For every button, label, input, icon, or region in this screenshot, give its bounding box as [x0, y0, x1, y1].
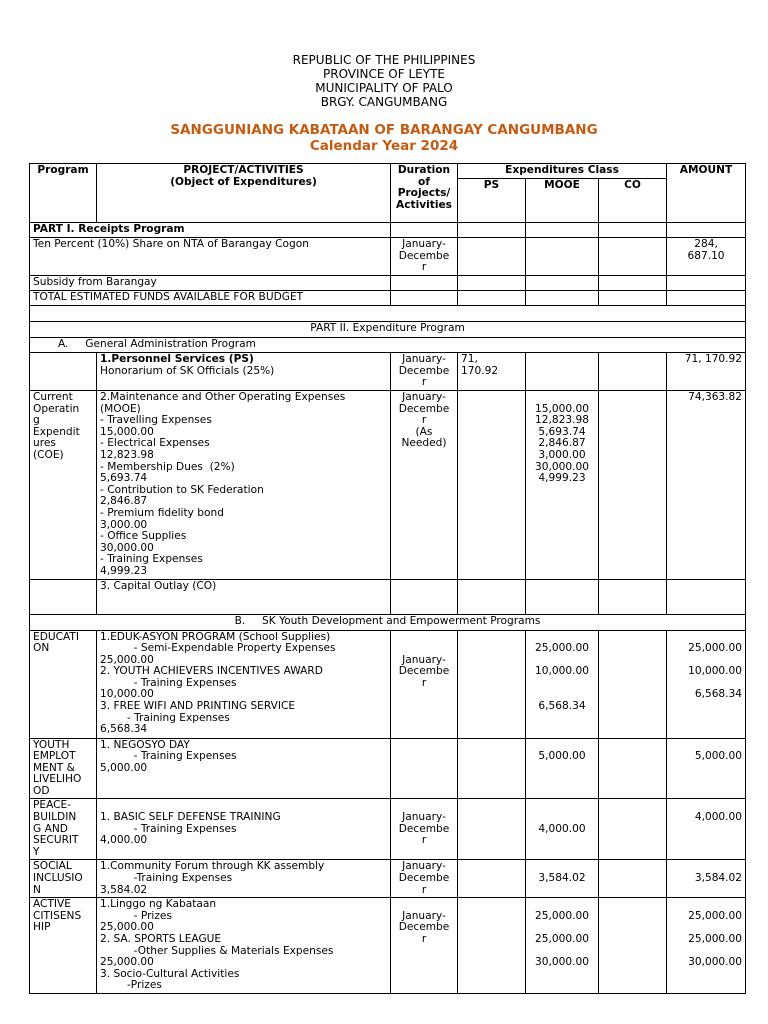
ps-duration: January- Decembe r: [391, 353, 458, 391]
peace-building-mooe: 4,000.00: [526, 799, 599, 860]
table-row: [30, 614, 746, 630]
col-header-amount: AMOUNT: [667, 164, 746, 223]
social-inclusion-amount: 3,584.02: [667, 860, 746, 898]
active-citizenship-text: 1.Linggo ng Kabataan - Prizes 25,000.00 2. SA. SPORTS LEAGUE -Other Supplies & Materials Expenses 25,000.00 3. Socio-Cultural Activities -Prizes: [97, 898, 391, 994]
nta-duration: January- Decembe r: [391, 238, 458, 276]
education-program: EDUCATI ON: [30, 630, 97, 738]
section-a-title: A. General Administration Program: [30, 338, 746, 353]
ps-cell: [97, 353, 391, 391]
table-row: [30, 579, 746, 614]
budget-table: [29, 163, 746, 994]
table-row: [30, 738, 746, 799]
header-line-barangay: BRGY. CANGUMBANG: [320, 95, 448, 109]
coe-program: Current Operatin g Expendit ures (COE): [30, 391, 97, 580]
table-row: [30, 860, 746, 898]
section-b-title: B. SK Youth Development and Empowerment Programs: [30, 614, 746, 630]
mooe-duration: January- Decembe r (As Needed): [391, 391, 458, 580]
social-inclusion-mooe: 3,584.02: [526, 860, 599, 898]
youth-employment-text: 1. NEGOSYO DAY - Training Expenses 5,000.00: [97, 738, 391, 799]
table-row: [30, 799, 746, 860]
ps-title: 1.Personnel Services (PS): [100, 353, 254, 365]
ps-value: 71, 170.92: [458, 353, 526, 391]
col-header-co: CO: [599, 179, 667, 223]
active-citizenship-program: ACTIVE CITISENS HIP: [30, 898, 97, 994]
table-row: [30, 223, 746, 238]
youth-employment-mooe: 5,000.00: [526, 738, 599, 799]
part1-title: PART I. Receipts Program: [30, 223, 391, 238]
nta-label: Ten Percent (10%) Share on NTA of Barangay Cogon: [30, 238, 391, 276]
total-funds-label: TOTAL ESTIMATED FUNDS AVAILABLE FOR BUDGET: [30, 291, 391, 306]
education-text: 1.EDUK-ASYON PROGRAM (School Supplies) - Semi-Expendable Property Expenses 25,000.00 2. YOUTH ACHIEVERS INCENTIVES AWARD - Training Expenses 10,000.00 3. FREE WIFI AND PRINTING SERVICE - Training Expenses 6,568.34: [97, 630, 391, 738]
active-citizenship-mooe: 25,000.00 25,000.00 30,000.00: [526, 898, 599, 994]
education-amount: 25,000.00 10,000.00 6,568.34: [667, 630, 746, 738]
table-row: [30, 391, 746, 580]
header-line-municipality: MUNICIPALITY OF PALO: [315, 81, 453, 95]
col-header-program: Program: [30, 164, 97, 223]
nta-amount: 284, 687.10: [667, 238, 746, 276]
mooe-text: 2.Maintenance and Other Operating Expenses (MOOE) - Travelling Expenses 15,000.00 - Electrical Expenses 12,823.98 - Membership Dues (2%) 5,693.74 - Contribution to SK Federation 2,846.87 - Premium fidelity bond 3,000.00 - Office Supplies 30,000.00 - Training Expenses 4,999.23: [97, 391, 391, 580]
co-item: 3. Capital Outlay (CO): [97, 579, 391, 614]
col-header-expenditure-class: Expenditures Class: [458, 164, 667, 179]
table-header-row: [30, 164, 746, 179]
education-mooe: 25,000.00 10,000.00 6,568.34: [526, 630, 599, 738]
document-subtitle: Calendar Year 2024: [309, 138, 459, 154]
col-header-mooe: MOOE: [526, 179, 599, 223]
active-citizenship-amount: 25,000.00 25,000.00 30,000.00: [667, 898, 746, 994]
table-row: [30, 276, 746, 291]
social-inclusion-duration: January- Decembe r: [391, 860, 458, 898]
table-row: [30, 630, 746, 738]
social-inclusion-program: SOCIAL INCLUSIO N: [30, 860, 97, 898]
active-citizenship-duration: January- Decembe r: [391, 898, 458, 994]
table-row: [30, 338, 746, 353]
header-line-republic: REPUBLIC OF THE PHILIPPINES: [292, 53, 476, 67]
col-header-ps: PS: [458, 179, 526, 223]
table-row: [30, 306, 746, 322]
header-line-province: PROVINCE OF LEYTE: [323, 67, 445, 81]
peace-building-amount: 4,000.00: [667, 799, 746, 860]
youth-employment-amount: 5,000.00: [667, 738, 746, 799]
youth-employment-program: YOUTH EMPLOT MENT & LIVELIHO OD: [30, 738, 97, 799]
peace-building-text: 1. BASIC SELF DEFENSE TRAINING - Training Expenses 4,000.00: [97, 799, 391, 860]
document-title: SANGGUNIANG KABATAAN OF BARANGAY CANGUMBANG: [170, 122, 598, 138]
mooe-amount: 74,363.82: [667, 391, 746, 580]
part2-title: PART II. Expenditure Program: [30, 322, 746, 338]
education-duration: January- Decembe r: [391, 630, 458, 738]
ps-item: Honorarium of SK Officials (25%): [100, 364, 275, 377]
peace-building-program: PEACE- BUILDIN G AND SECURIT Y: [30, 799, 97, 860]
table-row: [30, 898, 746, 994]
subsidy-label: Subsidy from Barangay: [30, 276, 391, 291]
ps-amount: 71, 170.92: [667, 353, 746, 391]
col-header-project: PROJECT/ACTIVITIES (Object of Expenditures): [97, 164, 391, 223]
table-row: [30, 238, 746, 276]
col-header-duration: Duration of Projects/ Activities: [391, 164, 458, 223]
mooe-values: 15,000.00 12,823.98 5,693.74 2,846.87 3,000.00 30,000.00 4,999.23: [526, 391, 599, 580]
social-inclusion-text: 1.Community Forum through KK assembly -Training Expenses 3,584.02: [97, 860, 391, 898]
table-row: [30, 353, 746, 391]
table-row: [30, 322, 746, 338]
table-row: [30, 291, 746, 306]
peace-building-duration: January- Decembe r: [391, 799, 458, 860]
